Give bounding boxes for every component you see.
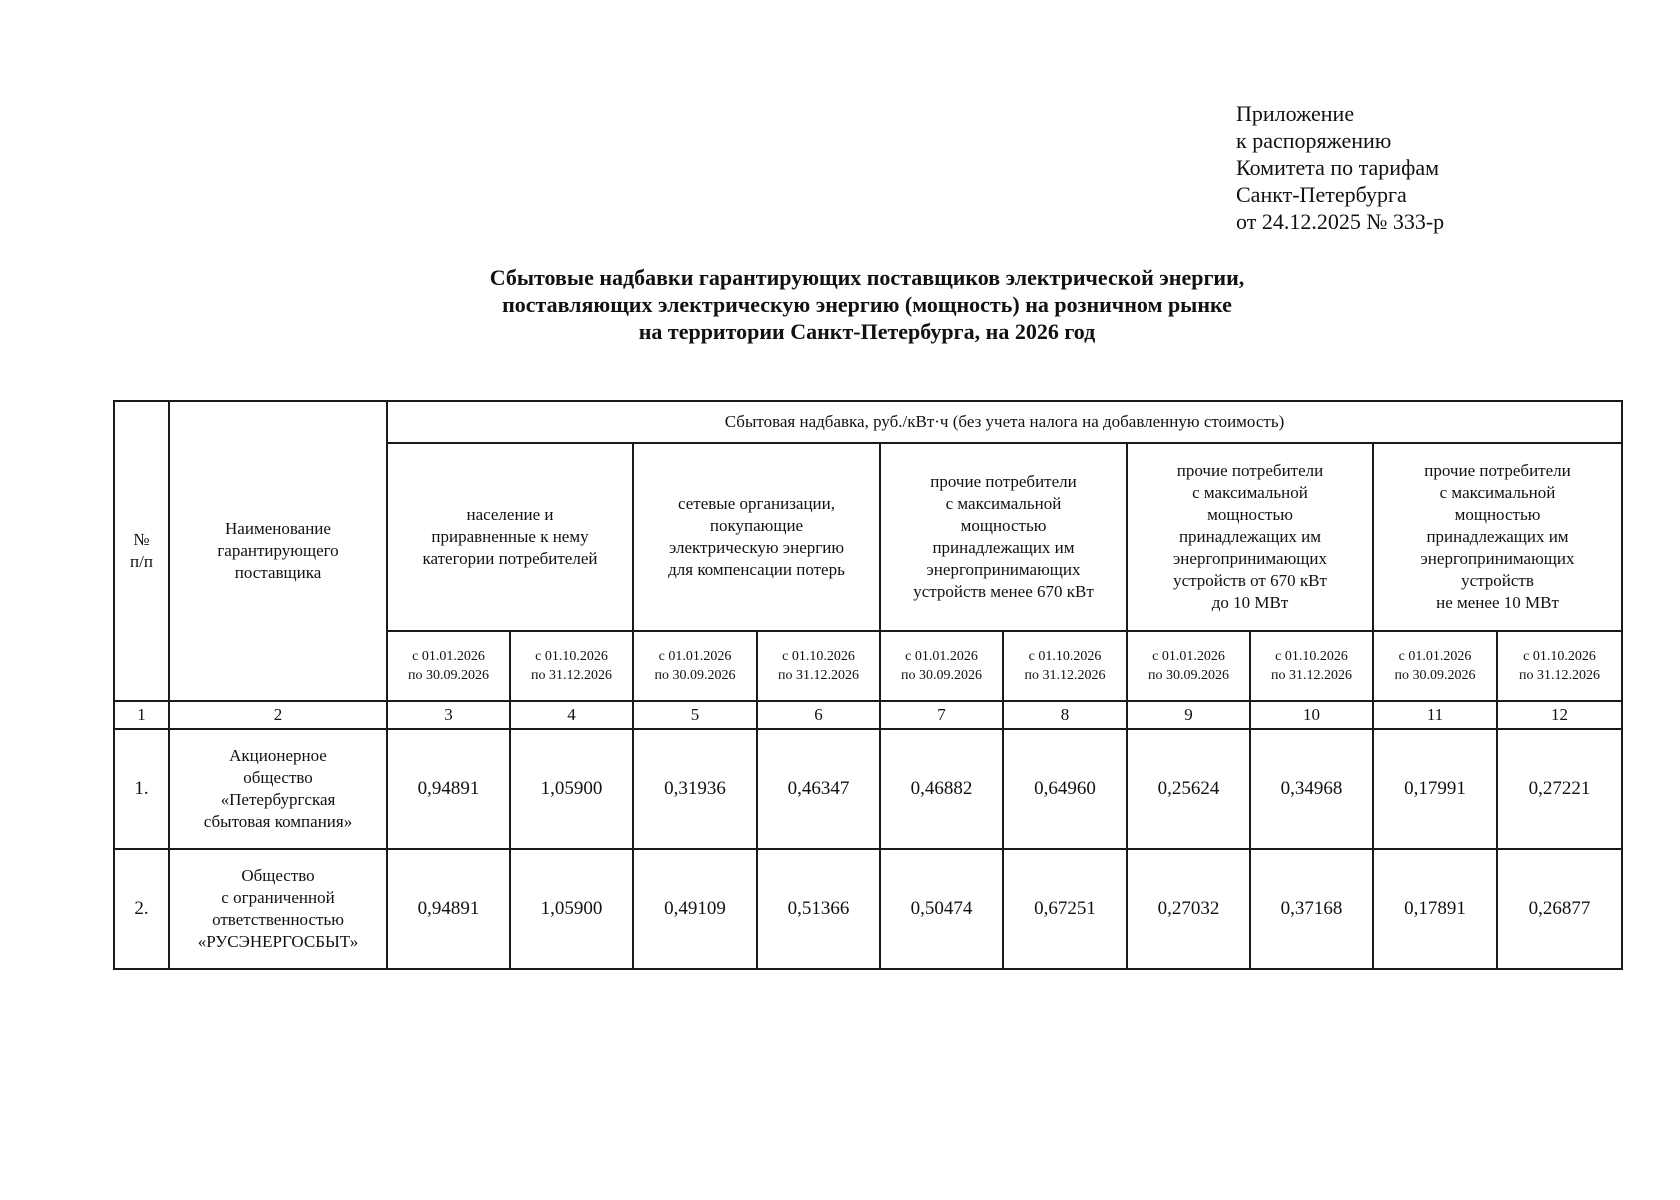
supplier-name: Акционерное общество «Петербургская сбытовая компания» bbox=[169, 729, 387, 849]
column-number: 7 bbox=[880, 701, 1003, 729]
title-line: Сбытовые надбавки гарантирующих поставщиков электрической энергии, bbox=[489, 265, 1245, 290]
header-surcharge: Сбытовая надбавка, руб./кВт·ч (без учета налога на добавленную стоимость) bbox=[387, 401, 1622, 443]
value-cell: 0,37168 bbox=[1250, 849, 1373, 969]
period-h1: с 01.01.2026 по 30.09.2026 bbox=[1127, 631, 1250, 701]
period-h1: с 01.01.2026 по 30.09.2026 bbox=[880, 631, 1003, 701]
column-number: 6 bbox=[757, 701, 880, 729]
column-number: 11 bbox=[1373, 701, 1497, 729]
header-row-1 bbox=[114, 401, 1622, 443]
header-group-other-670kw-10mw: прочие потребители с максимальной мощностью принадлежащих им энергопринимающих устройств от 670 кВт до 10 МВт bbox=[1127, 443, 1373, 631]
value-cell: 0,94891 bbox=[387, 849, 510, 969]
period-h2: с 01.10.2026 по 31.12.2026 bbox=[510, 631, 633, 701]
value-cell: 0,49109 bbox=[633, 849, 757, 969]
value-cell: 0,46347 bbox=[757, 729, 880, 849]
header-num: № п/п bbox=[114, 401, 169, 701]
appendix-line: Приложение bbox=[1236, 101, 1355, 126]
period-h2: с 01.10.2026 по 31.12.2026 bbox=[1003, 631, 1127, 701]
title-line: на территории Санкт-Петербурга, на 2026 год bbox=[638, 319, 1096, 344]
row-num: 1. bbox=[114, 729, 169, 849]
appendix-line: от 24.12.2025 № 333-р bbox=[1236, 209, 1445, 234]
column-number: 8 bbox=[1003, 701, 1127, 729]
period-h1: с 01.01.2026 по 30.09.2026 bbox=[633, 631, 757, 701]
table-row bbox=[114, 849, 1622, 969]
value-cell: 0,31936 bbox=[633, 729, 757, 849]
period-h2: с 01.10.2026 по 31.12.2026 bbox=[757, 631, 880, 701]
header-supplier-name: Наименование гарантирующего поставщика bbox=[169, 401, 387, 701]
row-num: 2. bbox=[114, 849, 169, 969]
column-number-row bbox=[114, 701, 1622, 729]
value-cell: 0,51366 bbox=[757, 849, 880, 969]
value-cell: 0,64960 bbox=[1003, 729, 1127, 849]
period-h1: с 01.01.2026 по 30.09.2026 bbox=[1373, 631, 1497, 701]
value-cell: 0,17891 bbox=[1373, 849, 1497, 969]
value-cell: 0,26877 bbox=[1497, 849, 1622, 969]
value-cell: 0,94891 bbox=[387, 729, 510, 849]
column-number: 2 bbox=[169, 701, 387, 729]
value-cell: 0,27032 bbox=[1127, 849, 1250, 969]
column-number: 4 bbox=[510, 701, 633, 729]
supplier-name: Общество с ограниченной ответственностью «РУСЭНЕРГОСБЫТ» bbox=[169, 849, 387, 969]
value-cell: 0,46882 bbox=[880, 729, 1003, 849]
period-h2: с 01.10.2026 по 31.12.2026 bbox=[1497, 631, 1622, 701]
document-title bbox=[0, 264, 1680, 345]
title-line: поставляющих электрическую энергию (мощность) на розничном рынке bbox=[502, 292, 1232, 317]
appendix-line: Комитета по тарифам bbox=[1236, 155, 1440, 180]
column-number: 3 bbox=[387, 701, 510, 729]
value-cell: 0,34968 bbox=[1250, 729, 1373, 849]
header-group-other-10mw-plus: прочие потребители с максимальной мощностью принадлежащих им энергопринимающих устройств не менее 10 МВт bbox=[1373, 443, 1622, 631]
appendix-line: к распоряжению bbox=[1236, 128, 1392, 153]
table-row bbox=[114, 729, 1622, 849]
value-cell: 1,05900 bbox=[510, 729, 633, 849]
header-group-population: население и приравненные к нему категории потребителей bbox=[387, 443, 633, 631]
column-number: 10 bbox=[1250, 701, 1373, 729]
column-number: 12 bbox=[1497, 701, 1622, 729]
value-cell: 0,67251 bbox=[1003, 849, 1127, 969]
tariff-table bbox=[113, 400, 1623, 970]
header-group-grid-organizations: сетевые организации, покупающие электрическую энергию для компенсации потерь bbox=[633, 443, 880, 631]
appendix-line: Санкт-Петербурга bbox=[1236, 182, 1407, 207]
value-cell: 0,27221 bbox=[1497, 729, 1622, 849]
period-h1: с 01.01.2026 по 30.09.2026 bbox=[387, 631, 510, 701]
value-cell: 0,50474 bbox=[880, 849, 1003, 969]
header-group-other-under-670kw: прочие потребители с максимальной мощностью принадлежащих им энергопринимающих устройств менее 670 кВт bbox=[880, 443, 1127, 631]
appendix-block bbox=[1236, 100, 1444, 235]
column-number: 5 bbox=[633, 701, 757, 729]
value-cell: 0,17991 bbox=[1373, 729, 1497, 849]
column-number: 1 bbox=[114, 701, 169, 729]
value-cell: 1,05900 bbox=[510, 849, 633, 969]
value-cell: 0,25624 bbox=[1127, 729, 1250, 849]
period-h2: с 01.10.2026 по 31.12.2026 bbox=[1250, 631, 1373, 701]
column-number: 9 bbox=[1127, 701, 1250, 729]
